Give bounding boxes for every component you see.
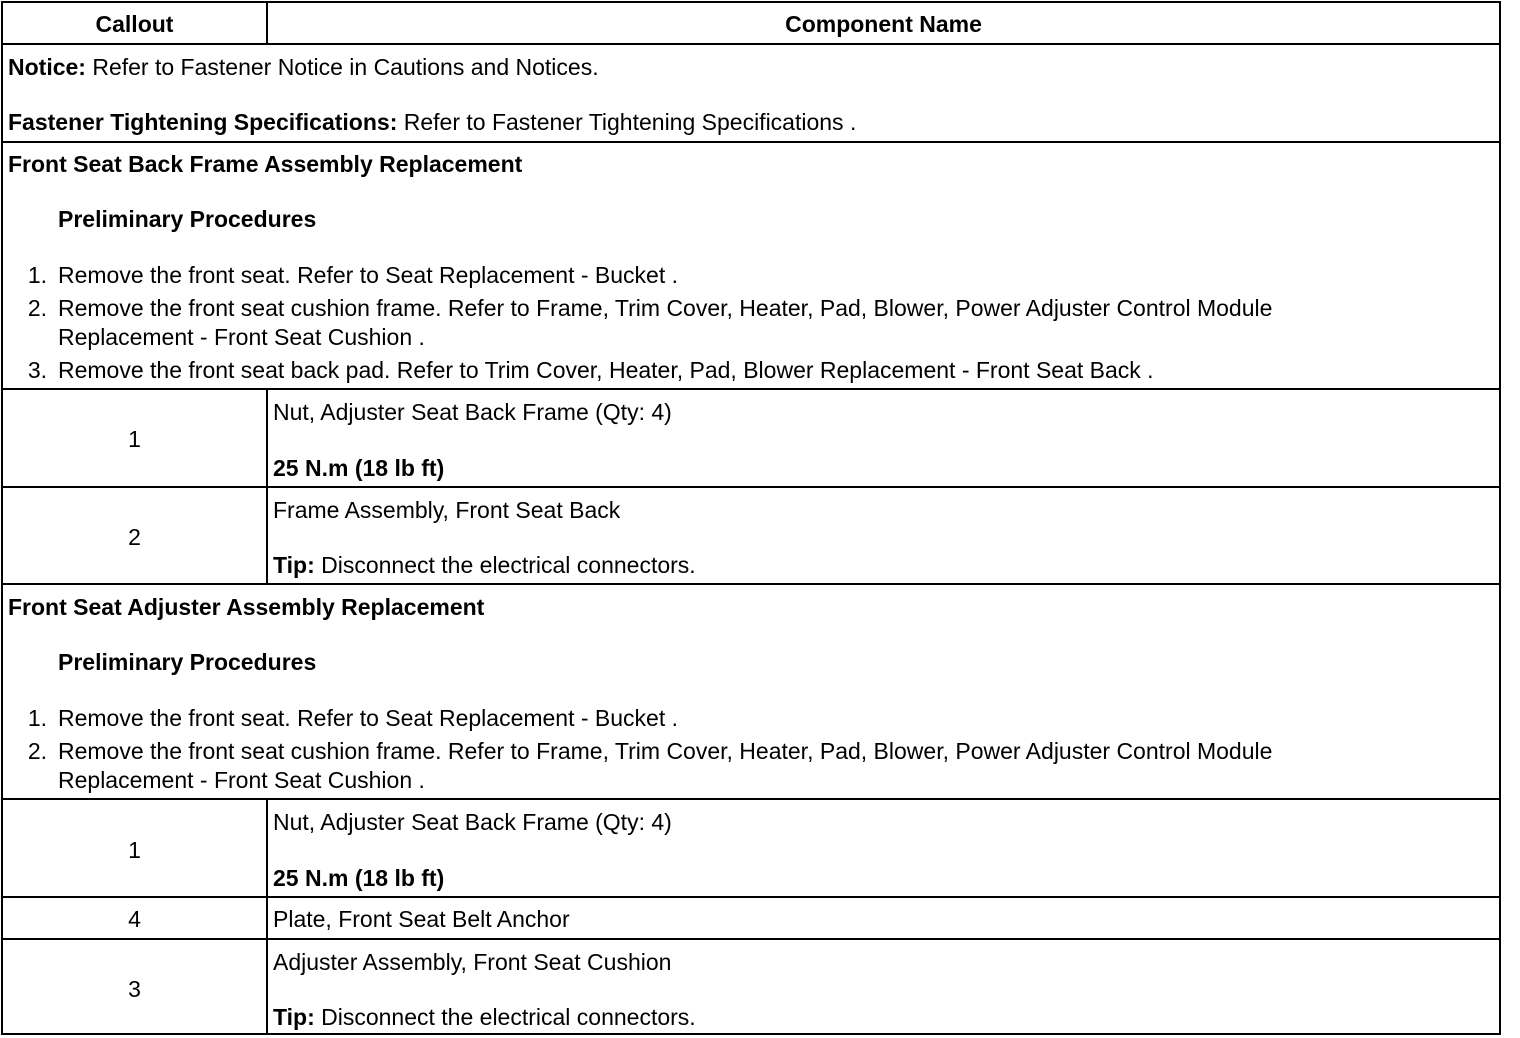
tip-text: Disconnect the electrical connectors.: [314, 552, 696, 578]
callout-number: 1: [128, 426, 141, 452]
notice-label: Notice:: [8, 54, 86, 80]
step-text-continued: Replacement - Front Seat Cushion .: [58, 324, 425, 350]
row-divider: [3, 583, 1499, 585]
tip-line: [273, 550, 696, 580]
torque-spec: 25 N.m (18 lb ft): [273, 865, 445, 891]
row-divider: [3, 896, 1499, 898]
section-title: Front Seat Back Frame Assembly Replacement: [8, 151, 523, 177]
torque-spec: 25 N.m (18 lb ft): [273, 455, 445, 481]
fastener-spec-text: Refer to Fastener Tightening Specifications .: [397, 109, 857, 135]
component-name: Nut, Adjuster Seat Back Frame (Qty: 4): [273, 809, 672, 835]
tip-label: Tip:: [273, 552, 315, 578]
component-name: Nut, Adjuster Seat Back Frame (Qty: 4): [273, 399, 672, 425]
callout-number: 2: [128, 524, 141, 550]
component-name-header: Component Name: [785, 11, 982, 37]
row-divider: [3, 798, 1499, 800]
callout-number: 3: [128, 976, 141, 1002]
row-divider: [3, 388, 1499, 390]
callout-number: 1: [128, 837, 141, 863]
callout-header: Callout: [95, 11, 174, 37]
fastener-spec-label: Fastener Tightening Specifications:: [8, 109, 398, 135]
step-text: Remove the front seat. Refer to Seat Replacement - Bucket .: [58, 705, 679, 731]
step-text: Remove the front seat cushion frame. Refer to Frame, Trim Cover, Heater, Pad, Blower, Power Adjuster Control Module: [58, 295, 1273, 321]
header-divider: [266, 3, 268, 43]
step-text: Remove the front seat. Refer to Seat Replacement - Bucket .: [58, 262, 679, 288]
tip-label: Tip:: [273, 1004, 315, 1030]
callout-column-divider: [266, 799, 268, 1033]
component-name: Frame Assembly, Front Seat Back: [273, 497, 621, 523]
step-number: 1.: [27, 705, 47, 731]
step-number: 1.: [27, 262, 47, 288]
section-title: Front Seat Adjuster Assembly Replacement: [8, 594, 485, 620]
notice-line: [8, 52, 599, 82]
tip-text: Disconnect the electrical connectors.: [314, 1004, 696, 1030]
row-divider: [3, 938, 1499, 940]
row-divider: [3, 141, 1499, 143]
fastener-spec-line: [8, 107, 856, 137]
step-number: 3.: [27, 357, 47, 383]
tip-line: [273, 1002, 696, 1032]
step-text: Remove the front seat cushion frame. Refer to Frame, Trim Cover, Heater, Pad, Blower, Power Adjuster Control Module: [58, 738, 1273, 764]
preliminary-procedures-heading: Preliminary Procedures: [58, 206, 317, 232]
step-text: Remove the front seat back pad. Refer to Trim Cover, Heater, Pad, Blower Replacement - Front Seat Back .: [58, 357, 1154, 383]
step-text-continued: Replacement - Front Seat Cushion .: [58, 767, 425, 793]
row-divider: [3, 43, 1499, 45]
component-table: [1, 1, 1501, 1035]
step-number: 2.: [27, 295, 47, 321]
step-number: 2.: [27, 738, 47, 764]
preliminary-procedures-heading: Preliminary Procedures: [58, 649, 317, 675]
notice-text: Refer to Fastener Notice in Cautions and Notices.: [85, 54, 599, 80]
row-divider: [3, 486, 1499, 488]
component-name: Adjuster Assembly, Front Seat Cushion: [273, 949, 672, 975]
callout-number: 4: [128, 906, 141, 932]
component-name: Plate, Front Seat Belt Anchor: [273, 906, 570, 932]
